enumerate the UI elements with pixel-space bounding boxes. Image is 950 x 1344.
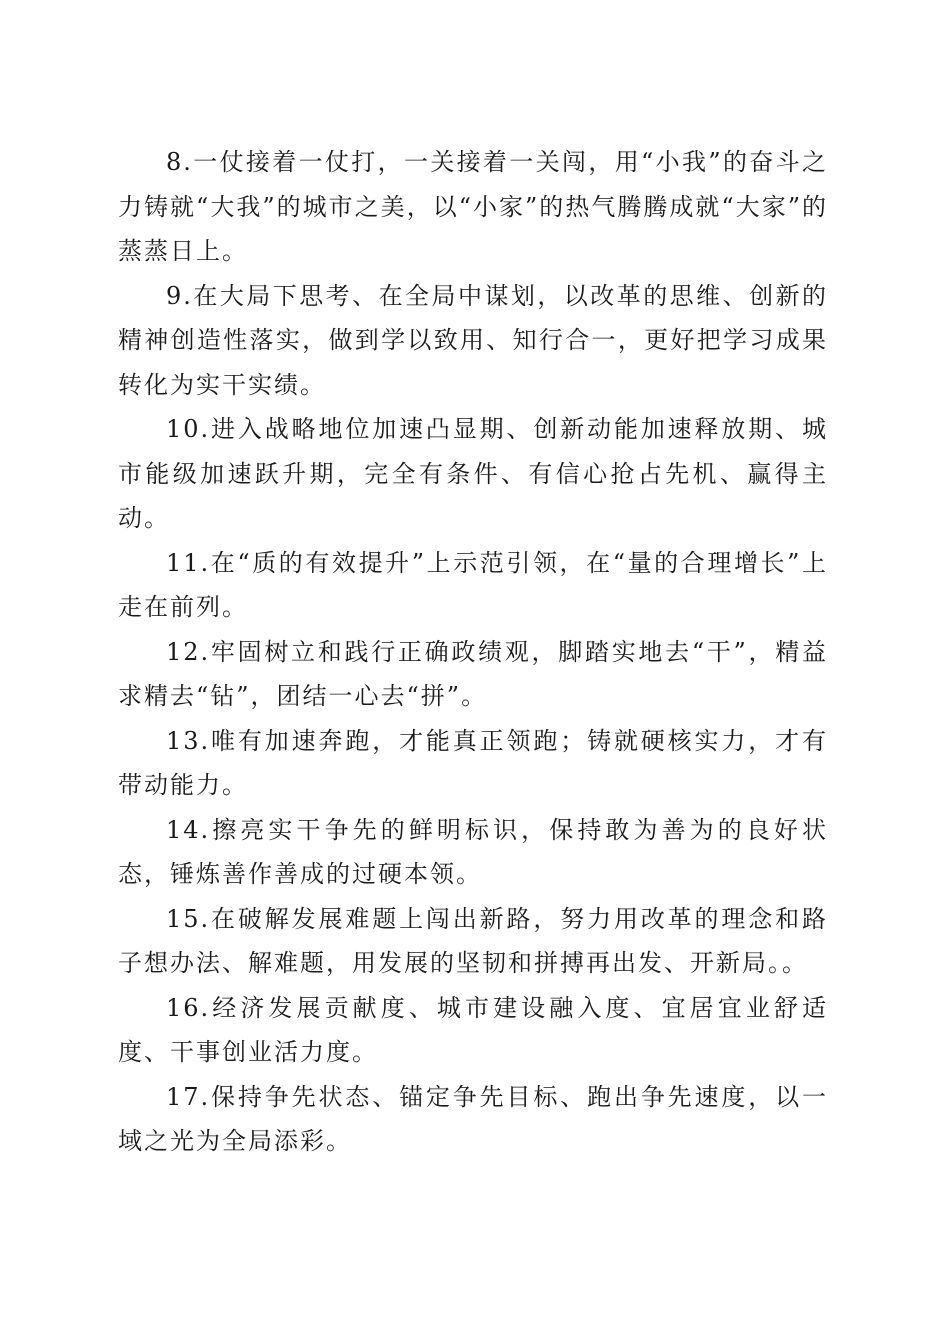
paragraph-10: 10.进入战略地位加速凸显期、创新动能加速释放期、城市能级加速跃升期，完全有条件、有信心抢占先机、赢得主动。	[118, 415, 828, 532]
paragraph-14: 14.擦亮实干争先的鲜明标识，保持敢为善为的良好状态，锤炼善作善成的过硬本领。	[118, 815, 828, 888]
paragraph-13: 13.唯有加速奔跑，才能真正领跑；铸就硬核实力，才有带动能力。	[118, 726, 828, 799]
paragraph-8: 8.一仗接着一仗打，一关接着一关闯，用“小我”的奋斗之力铸就“大我”的城市之美，以“小家”的热气腾腾成就“大家”的蒸蒸日上。	[118, 148, 828, 265]
paragraph-16: 16.经济发展贡献度、城市建设融入度、宜居宜业舒适度、干事创业活力度。	[118, 993, 828, 1066]
document-body	[118, 140, 828, 1164]
paragraph-17: 17.保持争先状态、锚定争先目标、跑出争先速度，以一域之光为全局添彩。	[118, 1082, 828, 1155]
paragraph-9: 9.在大局下思考、在全局中谋划，以改革的思维、创新的精神创造性落实，做到学以致用、知行合一，更好把学习成果转化为实干实绩。	[118, 281, 828, 399]
paragraph-11: 11.在“质的有效提升”上示范引领，在“量的合理增长”上走在前列。	[118, 548, 828, 621]
paragraph-15: 15.在破解发展难题上闯出新路，努力用改革的理念和路子想办法、解难题，用发展的坚韧和拼搏再出发、开新局。。	[118, 904, 828, 977]
paragraph-12: 12.牢固树立和践行正确政绩观，脚踏实地去“干”，精益求精去“钻”，团结一心去“拼”。	[118, 637, 828, 710]
